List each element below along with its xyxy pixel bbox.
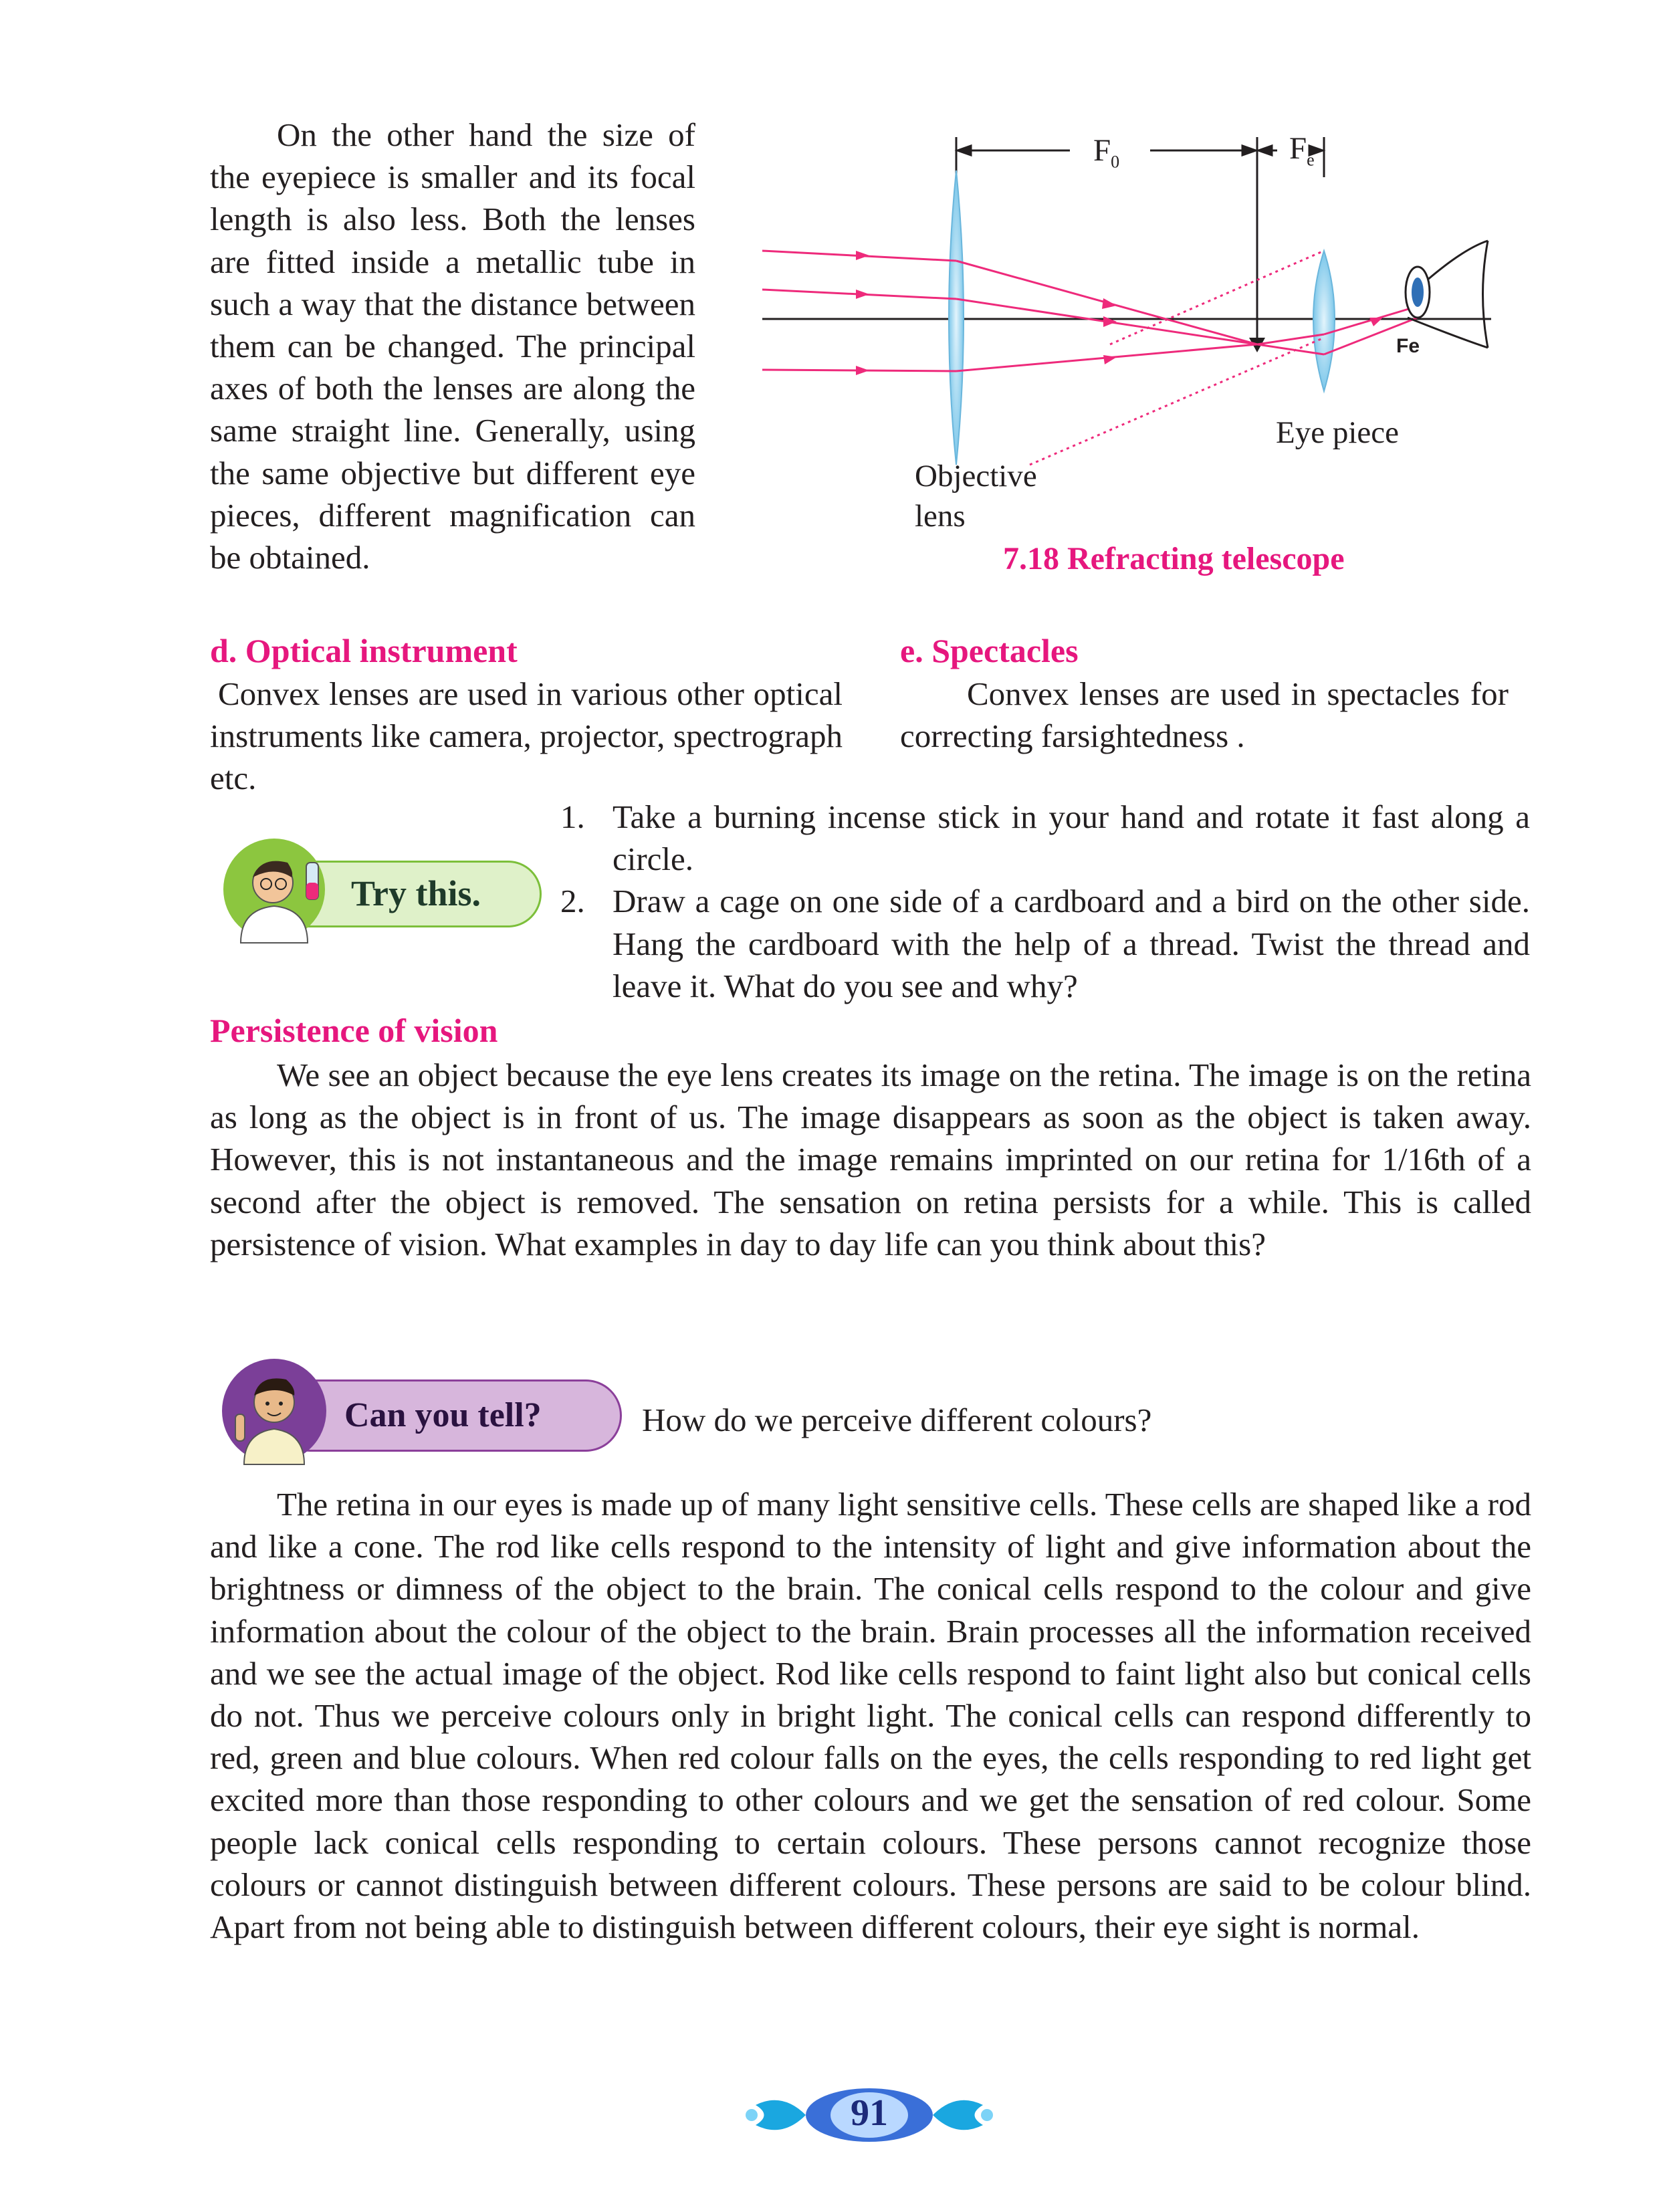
try-this-badge bbox=[221, 819, 555, 946]
label-fe-top-subscript: e bbox=[1307, 150, 1315, 170]
optical-instrument-text: Convex lenses are used in various other optical instruments like camera, projector, spectrograph etc. bbox=[210, 675, 843, 797]
can-you-tell-question: How do we perceive different colours? bbox=[642, 1402, 1152, 1438]
try-this-item-2-num: 2. bbox=[560, 883, 585, 920]
optical-instrument-heading: d. Optical instrument bbox=[210, 632, 518, 669]
refracting-telescope-diagram bbox=[749, 117, 1565, 545]
page-number: 91 bbox=[851, 2092, 888, 2134]
label-objective: Objective bbox=[915, 459, 1037, 493]
can-you-tell-badge bbox=[221, 1347, 629, 1468]
can-you-tell-label: Can you tell? bbox=[344, 1396, 542, 1434]
try-this-item-2 bbox=[560, 880, 1530, 1007]
try-this-item-1 bbox=[560, 796, 1530, 880]
label-fe-top-letter: F bbox=[1289, 131, 1307, 166]
label-fe-axis: Fe bbox=[1396, 335, 1420, 357]
label-eye-piece: Eye piece bbox=[1276, 415, 1399, 450]
try-this-item-1-num: 1. bbox=[560, 798, 585, 835]
boy-mascot-icon bbox=[221, 1354, 334, 1468]
focal-length-dimension-lines bbox=[956, 137, 1324, 344]
scientist-mascot-icon bbox=[221, 836, 334, 946]
label-fo-subscript: 0 bbox=[1111, 152, 1120, 172]
intro-paragraph: On the other hand the size of the eyepiece is smaller and its focal length is also less. Both the lenses are fitted inside a metallic tube in such a way that the distance between them can be changed. The principal axes of both the lenses are along the same straight line. Generally, using the same objective but different eye pieces, different magnification can be obtained. bbox=[210, 116, 695, 576]
label-lens: lens bbox=[915, 499, 966, 534]
retina-paragraph: The retina in our eyes is made up of many light sensitive cells. These cells are shaped like a rod and like a cone. The rod like cells respond to the intensity of light and give information about the brightness or dimness of the object to the brain. The conical cells respond to the colour and give information about the colour of the object to the brain. Brain processes all the information received and we see the actual image of the object. Rod like cells respond to faint light also but conical cells do not. Thus we perceive colours only in bright light. The conical cells can respond differently to red, green and blue colours. When red colour falls on the eyes, the cells responding to red light get excited more than those responding to other colours and we get the sensation of red colour. Some people lack conical cells responding to certain colours. These persons cannot recognize those colours or cannot distinguish between different colours. These persons are said to be colour blind. Apart from not being able to distinguish between different colours, their eye sight is normal. bbox=[210, 1486, 1531, 1946]
figure-caption: 7.18 Refracting telescope bbox=[1003, 541, 1345, 576]
label-fo bbox=[1093, 130, 1119, 182]
spectacles-text: Convex lenses are used in spectacles for correcting farsightedness . bbox=[900, 675, 1509, 755]
persistence-text: We see an object because the eye lens creates its image on the retina. The image is on the retina as long as the object is in front of us. The image disappears as soon as the object is taken away. However, this is not instantaneous and the image remains imprinted on our retina for 1/16th of a second after the object is removed. The sensation on retina persists for a while. This is called persistence of vision. What examples in day to day life can you think about this? bbox=[210, 1057, 1531, 1262]
persistence-heading: Persistence of vision bbox=[210, 1012, 498, 1049]
label-fe-top bbox=[1289, 128, 1315, 180]
eyepiece-lens-shape bbox=[1313, 251, 1335, 391]
try-this-list bbox=[560, 796, 1530, 1007]
spectacles-heading: e. Spectacles bbox=[900, 632, 1079, 669]
try-this-item-2-text: Draw a cage on one side of a cardboard and a bird on the other side. Hang the cardboard with the help of a thread. Twist the thread and leave it. What do you see and why? bbox=[613, 883, 1530, 1004]
try-this-item-1-text: Take a burning incense stick in your hand and rotate it fast along a circle. bbox=[613, 798, 1530, 878]
try-this-label: Try this. bbox=[351, 873, 481, 913]
label-fo-letter: F bbox=[1093, 133, 1111, 168]
objective-lens-shape bbox=[949, 171, 964, 465]
